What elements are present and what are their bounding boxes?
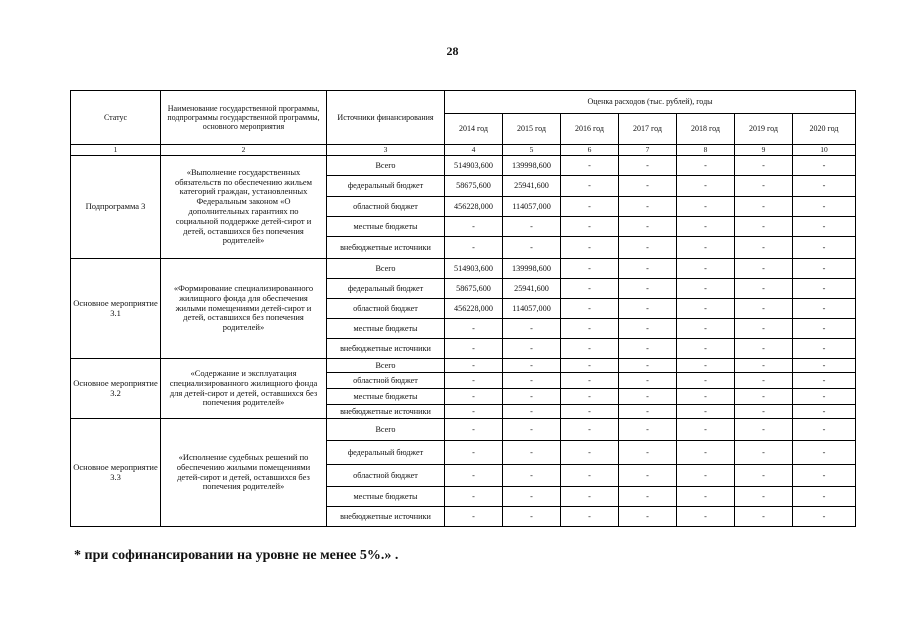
value-cell: - [445, 389, 503, 405]
value-cell: - [445, 405, 503, 419]
column-number: 6 [561, 145, 619, 156]
value-cell: - [503, 359, 561, 373]
source-cell: Всего [327, 359, 445, 373]
value-cell: - [503, 217, 561, 237]
value-cell: - [503, 389, 561, 405]
program-name-cell: «Формирование специализированного жилищного фонда для обеспечения жилыми помещениями детей-сирот и детей, оставшихся без попечения родителей» [161, 259, 327, 359]
value-cell: - [561, 217, 619, 237]
value-cell: - [445, 373, 503, 389]
value-cell: - [561, 339, 619, 359]
value-cell: - [445, 237, 503, 259]
header-estimate: Оценка расходов (тыс. рублей), годы [445, 91, 856, 114]
value-cell: - [677, 441, 735, 465]
value-cell: - [619, 279, 677, 299]
value-cell: - [735, 299, 793, 319]
value-cell: - [793, 389, 856, 405]
value-cell: - [503, 441, 561, 465]
value-cell: - [677, 419, 735, 441]
value-cell: - [561, 259, 619, 279]
header-name: Наименование государственной программы, подпрограммы государственной программы, основного мероприятия [161, 91, 327, 145]
value-cell: - [735, 465, 793, 487]
value-cell: - [503, 465, 561, 487]
value-cell: - [735, 237, 793, 259]
value-cell: - [503, 405, 561, 419]
value-cell: - [561, 405, 619, 419]
header-year: 2019 год [735, 114, 793, 145]
value-cell: - [735, 359, 793, 373]
source-cell: внебюджетные источники [327, 507, 445, 527]
value-cell: - [561, 441, 619, 465]
value-cell: - [619, 441, 677, 465]
value-cell: 58675,600 [445, 279, 503, 299]
value-cell: - [677, 359, 735, 373]
value-cell: - [445, 507, 503, 527]
source-cell: федеральный бюджет [327, 279, 445, 299]
value-cell: - [445, 217, 503, 237]
source-cell: областной бюджет [327, 197, 445, 217]
footnote: * при софинансировании на уровне не менее 5%.» . [74, 548, 399, 563]
value-cell: - [561, 319, 619, 339]
value-cell: 139998,600 [503, 156, 561, 176]
value-cell: - [677, 487, 735, 507]
value-cell: - [619, 156, 677, 176]
table-row [71, 259, 856, 279]
table-body [71, 156, 856, 527]
value-cell: - [503, 507, 561, 527]
value-cell: - [619, 176, 677, 197]
value-cell: - [735, 156, 793, 176]
value-cell: - [561, 359, 619, 373]
value-cell: - [561, 279, 619, 299]
value-cell: - [445, 359, 503, 373]
value-cell: - [677, 319, 735, 339]
value-cell: - [793, 339, 856, 359]
value-cell: - [677, 217, 735, 237]
value-cell: - [503, 319, 561, 339]
value-cell: - [503, 419, 561, 441]
value-cell: 114057,000 [503, 197, 561, 217]
value-cell: - [793, 507, 856, 527]
value-cell: - [793, 259, 856, 279]
value-cell: - [561, 237, 619, 259]
value-cell: - [677, 339, 735, 359]
header-year: 2015 год [503, 114, 561, 145]
source-cell: Всего [327, 156, 445, 176]
value-cell: - [677, 237, 735, 259]
table-row [71, 359, 856, 373]
value-cell: - [735, 319, 793, 339]
column-number: 9 [735, 145, 793, 156]
value-cell: - [503, 373, 561, 389]
column-number: 5 [503, 145, 561, 156]
value-cell: - [677, 373, 735, 389]
value-cell: - [503, 237, 561, 259]
value-cell: - [561, 176, 619, 197]
header-year: 2020 год [793, 114, 856, 145]
value-cell: - [793, 319, 856, 339]
value-cell: - [677, 405, 735, 419]
value-cell: 114057,000 [503, 299, 561, 319]
source-cell: внебюджетные источники [327, 405, 445, 419]
value-cell: - [503, 487, 561, 507]
value-cell: - [561, 299, 619, 319]
value-cell: - [793, 487, 856, 507]
value-cell: - [735, 197, 793, 217]
value-cell: - [619, 389, 677, 405]
status-cell: Основное мероприятие 3.2 [71, 359, 161, 419]
header-status: Статус [71, 91, 161, 145]
value-cell: - [793, 176, 856, 197]
value-cell: - [677, 259, 735, 279]
source-cell: местные бюджеты [327, 389, 445, 405]
value-cell: - [445, 465, 503, 487]
value-cell: - [793, 156, 856, 176]
source-cell: областной бюджет [327, 373, 445, 389]
header-year: 2017 год [619, 114, 677, 145]
source-cell: Всего [327, 259, 445, 279]
value-cell: - [735, 389, 793, 405]
source-cell: местные бюджеты [327, 217, 445, 237]
value-cell: - [793, 465, 856, 487]
value-cell: - [619, 319, 677, 339]
value-cell: - [619, 405, 677, 419]
value-cell: - [619, 217, 677, 237]
value-cell: - [677, 507, 735, 527]
financing-table [70, 90, 856, 527]
value-cell: - [677, 197, 735, 217]
source-cell: внебюджетные источники [327, 339, 445, 359]
value-cell: - [445, 419, 503, 441]
column-number: 10 [793, 145, 856, 156]
value-cell: - [561, 373, 619, 389]
value-cell: 456228,000 [445, 299, 503, 319]
value-cell: - [735, 339, 793, 359]
value-cell: - [793, 405, 856, 419]
value-cell: - [793, 217, 856, 237]
value-cell: - [793, 197, 856, 217]
header-sources: Источники финансирования [327, 91, 445, 145]
table-row [71, 419, 856, 441]
column-number: 4 [445, 145, 503, 156]
value-cell: - [677, 279, 735, 299]
value-cell: - [677, 389, 735, 405]
source-cell: областной бюджет [327, 465, 445, 487]
value-cell: 25941,600 [503, 279, 561, 299]
value-cell: - [735, 279, 793, 299]
value-cell: - [677, 176, 735, 197]
value-cell: - [793, 359, 856, 373]
value-cell: - [619, 237, 677, 259]
source-cell: Всего [327, 419, 445, 441]
column-number: 3 [327, 145, 445, 156]
value-cell: - [619, 373, 677, 389]
value-cell: - [735, 176, 793, 197]
program-name-cell: «Выполнение государственных обязательств по обеспечению жильем категорий граждан, установленных Федеральным законом «О дополнительных гарантиях по социальной поддержке детей-сирот и детей, оставшихся без попечения родителей» [161, 156, 327, 259]
value-cell: - [677, 156, 735, 176]
value-cell: - [561, 507, 619, 527]
value-cell: - [735, 405, 793, 419]
value-cell: - [735, 259, 793, 279]
column-number: 2 [161, 145, 327, 156]
value-cell: - [619, 359, 677, 373]
column-number: 7 [619, 145, 677, 156]
value-cell: 139998,600 [503, 259, 561, 279]
value-cell: - [619, 339, 677, 359]
header-year: 2016 год [561, 114, 619, 145]
value-cell: 514903,600 [445, 156, 503, 176]
column-number: 1 [71, 145, 161, 156]
value-cell: - [619, 197, 677, 217]
header-year: 2018 год [677, 114, 735, 145]
value-cell: - [793, 237, 856, 259]
status-cell: Основное мероприятие 3.3 [71, 419, 161, 527]
value-cell: - [793, 299, 856, 319]
value-cell: 514903,600 [445, 259, 503, 279]
header-year: 2014 год [445, 114, 503, 145]
value-cell: - [735, 507, 793, 527]
value-cell: - [735, 487, 793, 507]
value-cell: - [445, 319, 503, 339]
value-cell: - [445, 339, 503, 359]
source-cell: внебюджетные источники [327, 237, 445, 259]
value-cell: - [619, 419, 677, 441]
value-cell: 58675,600 [445, 176, 503, 197]
status-cell: Основное мероприятие 3.1 [71, 259, 161, 359]
value-cell: - [561, 419, 619, 441]
table-row [71, 156, 856, 176]
value-cell: - [445, 487, 503, 507]
value-cell: - [561, 156, 619, 176]
source-cell: областной бюджет [327, 299, 445, 319]
value-cell: - [619, 299, 677, 319]
value-cell: 25941,600 [503, 176, 561, 197]
value-cell: - [793, 279, 856, 299]
column-number: 8 [677, 145, 735, 156]
value-cell: - [561, 197, 619, 217]
source-cell: федеральный бюджет [327, 441, 445, 465]
value-cell: - [735, 373, 793, 389]
value-cell: - [445, 441, 503, 465]
source-cell: федеральный бюджет [327, 176, 445, 197]
value-cell: - [793, 373, 856, 389]
value-cell: - [735, 419, 793, 441]
value-cell: - [735, 217, 793, 237]
program-name-cell: «Исполнение судебных решений по обеспечению жилыми помещениями детей-сирот и детей, оставшихся без попечения родителей» [161, 419, 327, 527]
value-cell: - [619, 487, 677, 507]
value-cell: - [619, 465, 677, 487]
value-cell: 456228,000 [445, 197, 503, 217]
program-name-cell: «Содержание и эксплуатация специализированного жилищного фонда для детей-сирот и детей, оставшихся без попечения родителей» [161, 359, 327, 419]
value-cell: - [503, 339, 561, 359]
value-cell: - [677, 299, 735, 319]
value-cell: - [619, 507, 677, 527]
source-cell: местные бюджеты [327, 487, 445, 507]
page-number: 28 [446, 44, 459, 58]
source-cell: местные бюджеты [327, 319, 445, 339]
value-cell: - [735, 441, 793, 465]
status-cell: Подпрограмма 3 [71, 156, 161, 259]
value-cell: - [561, 487, 619, 507]
value-cell: - [619, 259, 677, 279]
value-cell: - [561, 465, 619, 487]
value-cell: - [793, 441, 856, 465]
value-cell: - [793, 419, 856, 441]
value-cell: - [561, 389, 619, 405]
value-cell: - [677, 465, 735, 487]
